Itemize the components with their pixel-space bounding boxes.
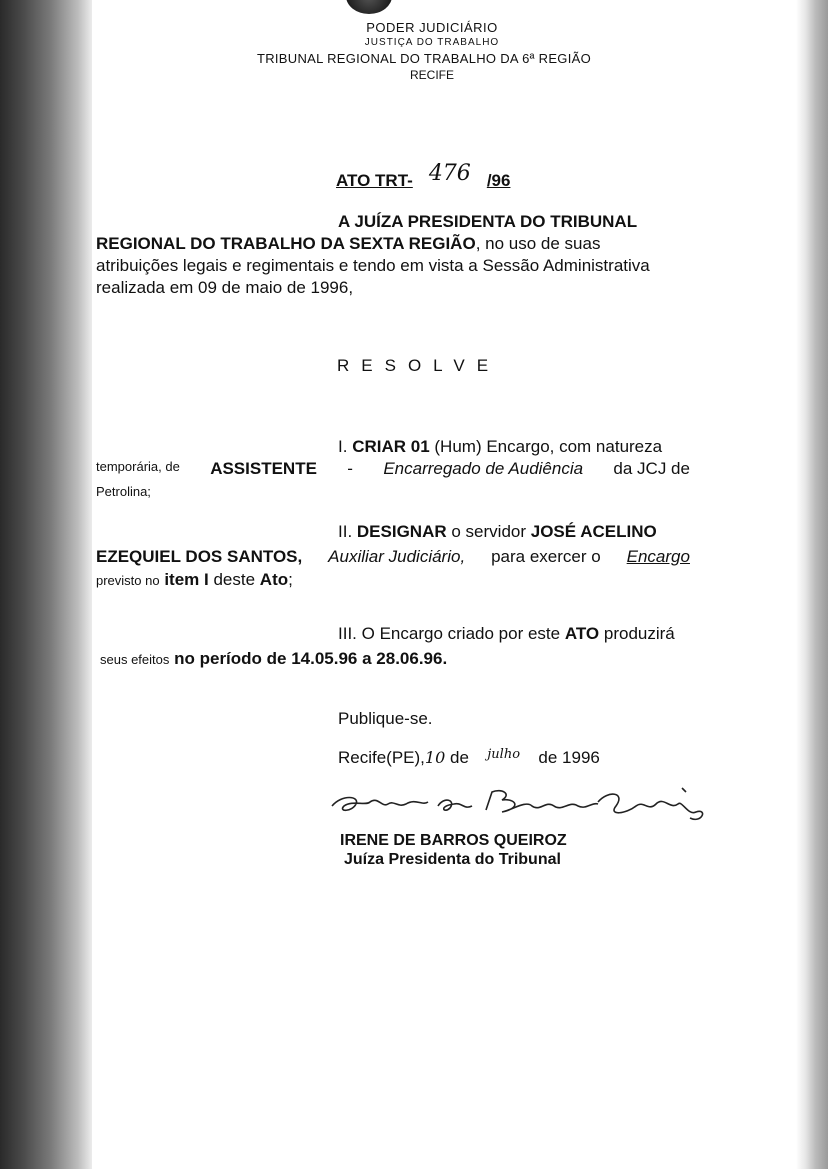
item3-num: III. [338,624,357,643]
item3-line-2 [100,649,447,669]
signatory-role: Juíza Presidenta do Tribunal [344,851,561,868]
item1-num: I. [338,437,348,456]
item2-line-3 [96,570,293,590]
handwritten-day: 10 [424,748,446,767]
item1-pre: temporária, de [96,459,180,474]
item1-bold: CRIAR 01 [352,437,430,456]
scan-right-edge [796,0,828,1169]
item3-line-1 [338,624,675,644]
coat-of-arms-seal [346,0,392,14]
header-recife: RECIFE [409,68,454,82]
date-place: Recife(PE), [338,748,425,767]
item3-ato: ATO [564,624,600,643]
title-prefix: ATO TRT- [336,171,413,190]
item1-assistente: ASSISTENTE [210,459,317,478]
item1-line-1 [338,437,662,457]
item1-line-3: Petrolina; [96,484,151,499]
intro-line-2 [96,234,690,254]
handwritten-month: julho [487,747,521,762]
item2-bold: DESIGNAR [356,522,447,541]
handwritten-act-number: 476 [428,161,471,186]
date-de: de [450,748,469,767]
resolve-heading: RESOLVE [337,356,501,375]
intro-text-2: , no uso de suas [475,234,601,253]
item2-text-2: para exercer o [491,547,601,566]
item2-line-1 [338,522,657,542]
item2-num: II. [338,522,353,541]
intro-line-3: atribuições legais e regimentais e tendo em vista a Sessão Administrativa [96,256,650,275]
document-title [336,161,511,192]
header-poder: PODER JUDICIÁRIO [366,20,498,35]
item3-text-2: produzirá [603,624,675,643]
item1-text: (Hum) Encargo, com natureza [434,437,663,456]
header-tribunal: TRIBUNAL REGIONAL DO TRABALHO DA 6ª REGIÃO [256,51,592,66]
item2-item-ref: item I [164,570,209,589]
item2-name-1: JOSÉ ACELINO [530,522,657,541]
header-justica: JUSTIÇA DO TRABALHO [364,37,500,48]
item2-text: o servidor [451,522,527,541]
item1-italic: Encarregado de Audiência [383,459,584,478]
scan-left-shadow [0,0,92,1169]
intro-bold-1: A JUÍZA PRESIDENTA DO TRIBUNAL [338,212,638,231]
item1-dash: - [347,459,353,478]
item2-encargo: Encargo [626,547,690,566]
item2-end: ; [288,570,293,589]
item3-small: seus efeitos [100,652,170,667]
item2-mid: deste [213,570,256,589]
publish-text: Publique-se. [338,709,433,728]
item2-line-2 [96,547,690,567]
intro-line-4: realizada em 09 de maio de 1996, [96,278,354,297]
handwritten-signature [326,782,716,832]
item1-line-2 [96,459,690,479]
date-year: de 1996 [538,748,600,767]
intro-bold-2: REGIONAL DO TRABALHO DA SEXTA REGIÃO [96,234,476,253]
item2-italic: Auxiliar Judiciário, [328,547,466,566]
title-suffix: /96 [486,171,511,190]
date-line [338,748,600,768]
item2-name-2: EZEQUIEL DOS SANTOS, [96,547,303,566]
intro-line-1 [338,212,690,232]
item3-period: no período de 14.05.96 a 28.06.96. [174,649,448,668]
signatory-name: IRENE DE BARROS QUEIROZ [340,832,567,849]
item1-post: da JCJ de [613,459,690,478]
item3-text: O Encargo criado por este [361,624,561,643]
item2-pre: previsto no [96,573,160,588]
item2-ato: Ato [259,570,289,589]
